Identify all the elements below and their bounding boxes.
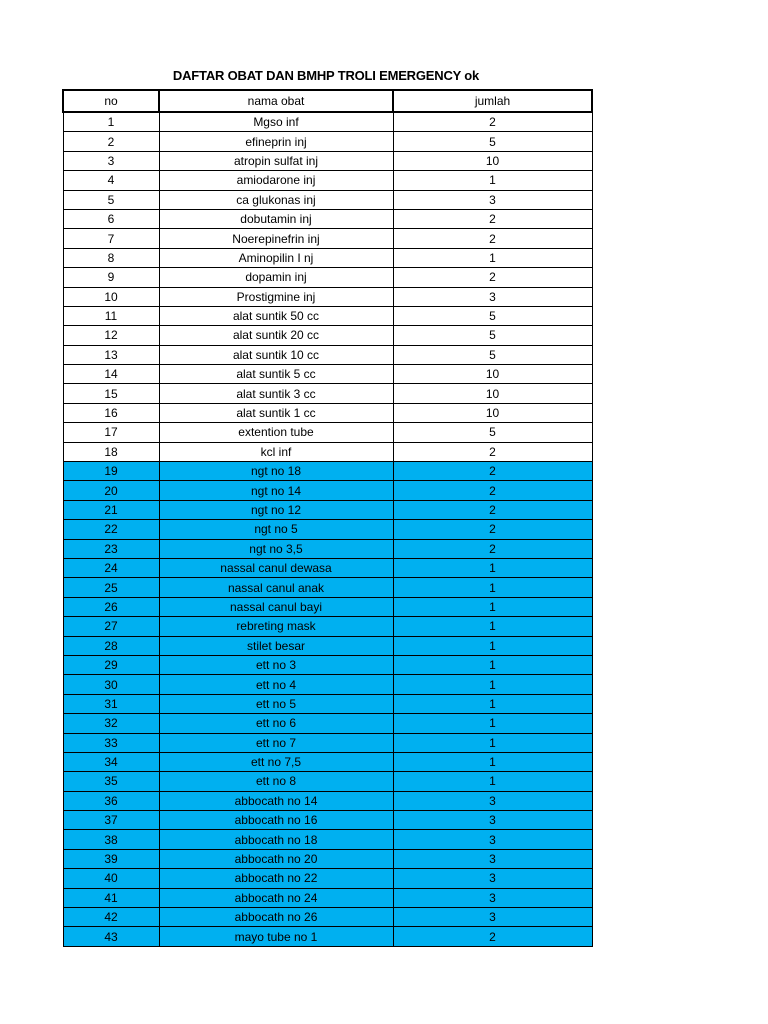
- table-header-row: [63, 90, 592, 112]
- table-row: [63, 151, 592, 170]
- table-row: [63, 248, 592, 267]
- cell-jumlah: 5: [393, 306, 592, 325]
- cell-jumlah: 2: [393, 209, 592, 228]
- cell-nama-obat: rebreting mask: [159, 617, 393, 636]
- cell-no: 38: [63, 830, 159, 849]
- cell-jumlah: 1: [393, 248, 592, 267]
- table-row: [63, 442, 592, 461]
- cell-no: 33: [63, 733, 159, 752]
- cell-no: 20: [63, 481, 159, 500]
- table-row: [63, 306, 592, 325]
- cell-nama-obat: ngt no 3,5: [159, 539, 393, 558]
- cell-no: 2: [63, 132, 159, 151]
- table-row: [63, 752, 592, 771]
- cell-nama-obat: efineprin inj: [159, 132, 393, 151]
- cell-nama-obat: alat suntik 50 cc: [159, 306, 393, 325]
- cell-jumlah: 2: [393, 481, 592, 500]
- cell-no: 8: [63, 248, 159, 267]
- cell-jumlah: 1: [393, 772, 592, 791]
- cell-nama-obat: nassal canul anak: [159, 578, 393, 597]
- cell-no: 12: [63, 326, 159, 345]
- cell-no: 21: [63, 500, 159, 519]
- cell-no: 17: [63, 423, 159, 442]
- cell-no: 32: [63, 714, 159, 733]
- cell-nama-obat: mayo tube no 1: [159, 927, 393, 946]
- cell-jumlah: 3: [393, 190, 592, 209]
- cell-nama-obat: nassal canul dewasa: [159, 558, 393, 577]
- cell-jumlah: 1: [393, 714, 592, 733]
- cell-no: 1: [63, 112, 159, 132]
- cell-nama-obat: ett no 7,5: [159, 752, 393, 771]
- cell-nama-obat: alat suntik 10 cc: [159, 345, 393, 364]
- cell-no: 16: [63, 403, 159, 422]
- drug-list-table: [62, 89, 593, 947]
- cell-nama-obat: abbocath no 18: [159, 830, 393, 849]
- cell-nama-obat: ngt no 14: [159, 481, 393, 500]
- cell-jumlah: 1: [393, 675, 592, 694]
- table-row: [63, 597, 592, 616]
- cell-no: 26: [63, 597, 159, 616]
- table-row: [63, 481, 592, 500]
- cell-jumlah: 1: [393, 597, 592, 616]
- table-row: [63, 849, 592, 868]
- cell-nama-obat: abbocath no 16: [159, 811, 393, 830]
- table-row: [63, 132, 592, 151]
- table-row: [63, 888, 592, 907]
- cell-nama-obat: amiodarone inj: [159, 171, 393, 190]
- table-body: [63, 112, 592, 946]
- cell-no: 22: [63, 520, 159, 539]
- table-row: [63, 830, 592, 849]
- cell-jumlah: 10: [393, 384, 592, 403]
- column-header-jumlah: jumlah: [393, 90, 592, 112]
- cell-nama-obat: ett no 6: [159, 714, 393, 733]
- table-row: [63, 345, 592, 364]
- table-row: [63, 326, 592, 345]
- cell-jumlah: 1: [393, 617, 592, 636]
- cell-nama-obat: ett no 7: [159, 733, 393, 752]
- table-row: [63, 636, 592, 655]
- cell-jumlah: 10: [393, 403, 592, 422]
- table-row: [63, 908, 592, 927]
- cell-nama-obat: Noerepinefrin inj: [159, 229, 393, 248]
- cell-no: 25: [63, 578, 159, 597]
- cell-no: 39: [63, 849, 159, 868]
- cell-no: 13: [63, 345, 159, 364]
- cell-no: 3: [63, 151, 159, 170]
- table-row: [63, 675, 592, 694]
- cell-jumlah: 3: [393, 287, 592, 306]
- cell-nama-obat: extention tube: [159, 423, 393, 442]
- table-row: [63, 287, 592, 306]
- cell-jumlah: 3: [393, 869, 592, 888]
- cell-no: 7: [63, 229, 159, 248]
- table-row: [63, 520, 592, 539]
- cell-no: 11: [63, 306, 159, 325]
- table-row: [63, 500, 592, 519]
- table-row: [63, 791, 592, 810]
- cell-no: 43: [63, 927, 159, 946]
- table-row: [63, 539, 592, 558]
- cell-nama-obat: Mgso inf: [159, 112, 393, 132]
- cell-no: 41: [63, 888, 159, 907]
- cell-nama-obat: dopamin inj: [159, 268, 393, 287]
- table-row: [63, 384, 592, 403]
- table-row: [63, 617, 592, 636]
- cell-jumlah: 5: [393, 326, 592, 345]
- cell-nama-obat: ngt no 12: [159, 500, 393, 519]
- cell-no: 15: [63, 384, 159, 403]
- cell-no: 4: [63, 171, 159, 190]
- document-title: DAFTAR OBAT DAN BMHP TROLI EMERGENCY ok: [172, 68, 480, 83]
- cell-no: 31: [63, 694, 159, 713]
- cell-no: 24: [63, 558, 159, 577]
- cell-no: 23: [63, 539, 159, 558]
- cell-nama-obat: ngt no 5: [159, 520, 393, 539]
- cell-no: 40: [63, 869, 159, 888]
- cell-jumlah: 3: [393, 791, 592, 810]
- cell-jumlah: 3: [393, 811, 592, 830]
- cell-no: 6: [63, 209, 159, 228]
- column-header-nama-obat: nama obat: [159, 90, 393, 112]
- cell-nama-obat: kcl inf: [159, 442, 393, 461]
- table-row: [63, 365, 592, 384]
- cell-nama-obat: ett no 8: [159, 772, 393, 791]
- cell-jumlah: 3: [393, 908, 592, 927]
- cell-no: 5: [63, 190, 159, 209]
- cell-jumlah: 1: [393, 558, 592, 577]
- table-row: [63, 578, 592, 597]
- cell-no: 42: [63, 908, 159, 927]
- table-row: [63, 714, 592, 733]
- cell-jumlah: 1: [393, 171, 592, 190]
- cell-nama-obat: ca glukonas inj: [159, 190, 393, 209]
- cell-jumlah: 1: [393, 752, 592, 771]
- cell-nama-obat: abbocath no 26: [159, 908, 393, 927]
- cell-jumlah: 2: [393, 539, 592, 558]
- cell-jumlah: 5: [393, 345, 592, 364]
- table-row: [63, 772, 592, 791]
- column-header-no: no: [63, 90, 159, 112]
- cell-nama-obat: Aminopilin I nj: [159, 248, 393, 267]
- table-row: [63, 403, 592, 422]
- cell-no: 27: [63, 617, 159, 636]
- cell-nama-obat: abbocath no 20: [159, 849, 393, 868]
- table-row: [63, 869, 592, 888]
- table-row: [63, 655, 592, 674]
- cell-jumlah: 3: [393, 849, 592, 868]
- cell-nama-obat: nassal canul bayi: [159, 597, 393, 616]
- cell-nama-obat: alat suntik 3 cc: [159, 384, 393, 403]
- table-row: [63, 268, 592, 287]
- cell-nama-obat: atropin sulfat inj: [159, 151, 393, 170]
- cell-nama-obat: alat suntik 5 cc: [159, 365, 393, 384]
- cell-no: 34: [63, 752, 159, 771]
- table-row: [63, 558, 592, 577]
- table-row: [63, 927, 592, 946]
- cell-jumlah: 2: [393, 442, 592, 461]
- cell-jumlah: 1: [393, 655, 592, 674]
- table-row: [63, 733, 592, 752]
- cell-no: 9: [63, 268, 159, 287]
- cell-no: 10: [63, 287, 159, 306]
- cell-jumlah: 1: [393, 694, 592, 713]
- table-row: [63, 462, 592, 481]
- table-row: [63, 209, 592, 228]
- cell-nama-obat: dobutamin inj: [159, 209, 393, 228]
- table-row: [63, 694, 592, 713]
- cell-no: 14: [63, 365, 159, 384]
- cell-no: 36: [63, 791, 159, 810]
- cell-nama-obat: alat suntik 1 cc: [159, 403, 393, 422]
- cell-jumlah: 1: [393, 733, 592, 752]
- cell-jumlah: 2: [393, 112, 592, 132]
- cell-nama-obat: abbocath no 24: [159, 888, 393, 907]
- cell-jumlah: 5: [393, 423, 592, 442]
- cell-nama-obat: abbocath no 14: [159, 791, 393, 810]
- cell-no: 18: [63, 442, 159, 461]
- cell-no: 30: [63, 675, 159, 694]
- cell-no: 28: [63, 636, 159, 655]
- cell-nama-obat: alat suntik 20 cc: [159, 326, 393, 345]
- table-row: [63, 811, 592, 830]
- cell-nama-obat: abbocath no 22: [159, 869, 393, 888]
- cell-jumlah: 1: [393, 578, 592, 597]
- cell-jumlah: 2: [393, 927, 592, 946]
- table-row: [63, 190, 592, 209]
- cell-no: 35: [63, 772, 159, 791]
- cell-jumlah: 10: [393, 151, 592, 170]
- cell-nama-obat: ett no 3: [159, 655, 393, 674]
- cell-nama-obat: ngt no 18: [159, 462, 393, 481]
- cell-no: 29: [63, 655, 159, 674]
- cell-jumlah: 1: [393, 636, 592, 655]
- table-row: [63, 112, 592, 132]
- cell-no: 37: [63, 811, 159, 830]
- cell-jumlah: 3: [393, 830, 592, 849]
- cell-nama-obat: stilet besar: [159, 636, 393, 655]
- cell-jumlah: 2: [393, 500, 592, 519]
- cell-nama-obat: ett no 5: [159, 694, 393, 713]
- cell-nama-obat: Prostigmine inj: [159, 287, 393, 306]
- table-row: [63, 229, 592, 248]
- cell-jumlah: 2: [393, 520, 592, 539]
- cell-jumlah: 10: [393, 365, 592, 384]
- cell-jumlah: 2: [393, 462, 592, 481]
- cell-jumlah: 5: [393, 132, 592, 151]
- cell-jumlah: 2: [393, 229, 592, 248]
- cell-jumlah: 2: [393, 268, 592, 287]
- table-row: [63, 423, 592, 442]
- cell-nama-obat: ett no 4: [159, 675, 393, 694]
- table-row: [63, 171, 592, 190]
- cell-jumlah: 3: [393, 888, 592, 907]
- cell-no: 19: [63, 462, 159, 481]
